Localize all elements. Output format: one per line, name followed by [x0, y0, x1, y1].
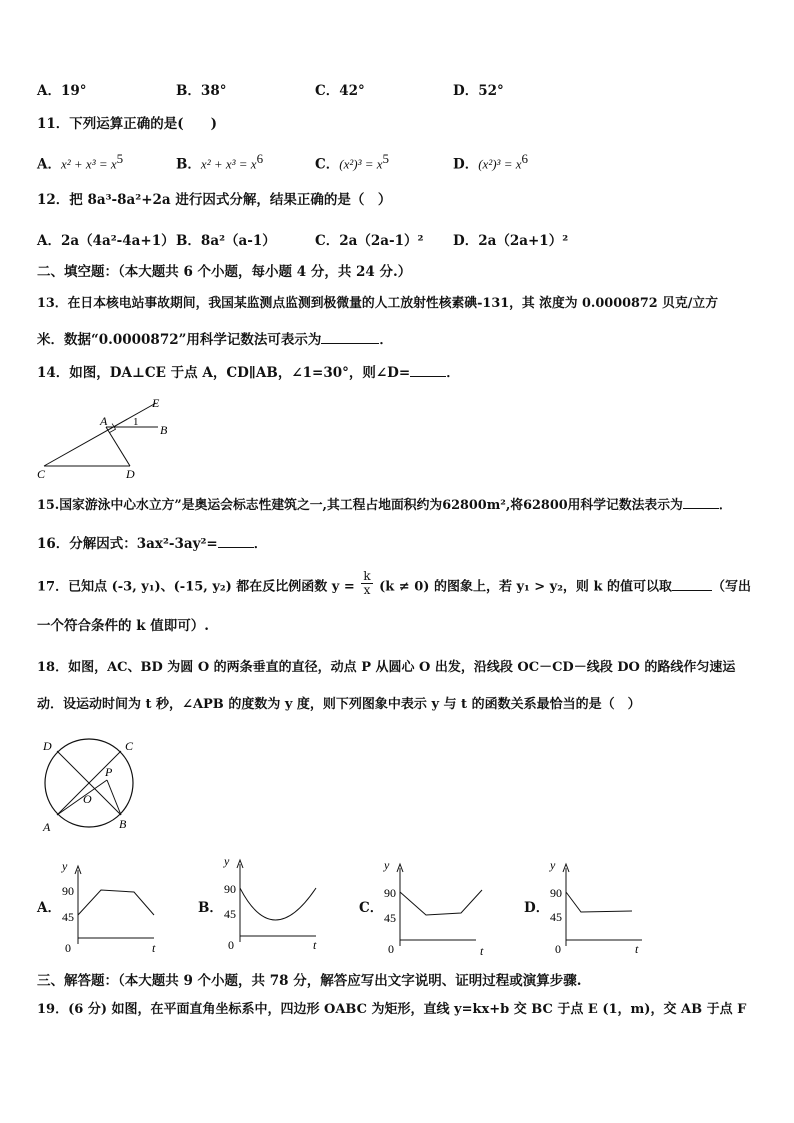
q15-answer-blank[interactable]: [683, 508, 719, 509]
q13-line2: 米．数据“0.0000872”用科学记数法可表示为 ．: [37, 332, 393, 348]
q12-option-b: B．8a²（a-1）: [176, 233, 276, 249]
graph-c-option-label[interactable]: C．: [359, 900, 384, 916]
tick-45: 45: [550, 910, 562, 924]
graph-c[interactable]: [378, 856, 492, 956]
label-c: C: [125, 739, 134, 753]
q13-answer-blank[interactable]: [321, 343, 379, 344]
origin-label: 0: [388, 942, 394, 956]
section-3-heading: 三、解答题：（本大题共 9 个小题，共 78 分，解答应写出文字说明、证明过程或演算步骤.: [37, 973, 582, 989]
q11-option-a: A．$x^2 + x^3 = x^5$: [37, 151, 124, 173]
q13-line1: 13．在日本核电站事故期间，我国某监测点监测到极微量的人工放射性核素碘-131，其 浓度为 0.0000872 贝克/立方: [37, 296, 719, 311]
q17-answer-blank[interactable]: [672, 590, 712, 591]
q14-figure: [34, 396, 184, 486]
y-axis-label: y: [224, 854, 230, 868]
label-d: D: [126, 467, 135, 481]
q16-text: 16．分解因式：3ax²-3ay²= ．: [37, 536, 268, 552]
right-angle-mark: [109, 424, 115, 433]
q11-stem: 11．下列运算正确的是( ): [37, 116, 218, 132]
t-axis-label: t: [635, 942, 639, 956]
tick-90: 90: [550, 886, 562, 900]
origin-label: 0: [228, 938, 234, 952]
q17-line1: 17．已知点 (-3, y₁)、(-15, y₂) 都在反比例函数 y = $\frac{k}{x}$ (k ≠ 0) 的图象上，若 y₁ > y₂，则 k 的值可以取 （写出: [37, 569, 751, 597]
graph-d-curve: [566, 892, 632, 912]
tick-45: 45: [384, 911, 396, 925]
origin-label: 0: [65, 941, 71, 955]
section-2-heading: 二、填空题：（本大题共 6 个小题，每小题 4 分，共 24 分.）: [37, 264, 412, 280]
graph-c-curve: [400, 890, 482, 915]
q12-stem: 12．把 8a³-8a²+2a 进行因式分解，结果正确的是（ ）: [37, 192, 392, 208]
t-axis-label: t: [152, 941, 156, 955]
label-p: P: [105, 765, 113, 779]
q10-option-c: C．42°: [315, 83, 365, 99]
q18-circle-figure: [37, 736, 147, 836]
q17-line2: 一个符合条件的 k 值即可）.: [37, 618, 209, 634]
tick-90: 90: [62, 884, 74, 898]
q10-option-b: B．38°: [176, 83, 227, 99]
graph-b[interactable]: [218, 852, 332, 952]
fraction-k-over-x: $\frac{k}{x}$: [363, 569, 371, 597]
label-b: B: [160, 423, 168, 437]
label-o: O: [83, 792, 92, 806]
tick-45: 45: [224, 907, 236, 921]
q10-option-a: A．19°: [37, 83, 87, 99]
tick-90: 90: [384, 886, 396, 900]
label-a: A: [43, 820, 51, 834]
graph-a[interactable]: [56, 858, 170, 954]
y-axis-label: y: [62, 859, 68, 873]
graph-a-option-label[interactable]: A．: [37, 900, 61, 916]
q11-option-b: B．$x^2 + x^3 = x^6$: [176, 151, 264, 173]
tick-90: 90: [224, 882, 236, 896]
q12-option-d: D．2a（2a+1）²: [453, 233, 569, 249]
q10-option-d: D．52°: [453, 83, 504, 99]
q16-answer-blank[interactable]: [218, 547, 254, 548]
q14-answer-blank[interactable]: [410, 376, 446, 377]
q15-text: 15.国家游泳中心水立方”是奥运会标志性建筑之一,其工程占地面积约为62800m²,将62800用科学记数法表示为 ．: [37, 498, 732, 513]
q11-option-d: D．$(x^2)^3 = x^6$: [453, 151, 528, 173]
label-d: D: [43, 739, 52, 753]
q14-text: 14．如图，DA⊥CE 于点 A，CD∥AB，∠1=30°，则∠D= ．: [37, 365, 460, 381]
tick-45: 45: [62, 910, 74, 924]
label-b: B: [119, 817, 127, 831]
graph-b-option-label[interactable]: B．: [198, 900, 223, 916]
label-a: A: [100, 414, 108, 428]
origin-label: 0: [555, 942, 561, 956]
label-1: 1: [133, 416, 139, 428]
label-e: E: [152, 396, 160, 410]
graph-d-option-label[interactable]: D．: [524, 900, 550, 916]
q18-line2: 动．设运动时间为 t 秒，∠APB 的度数为 y 度，则下列图象中表示 y 与 t 的函数关系最恰当的是（ ）: [37, 697, 641, 712]
y-axis-label: y: [384, 858, 390, 872]
q12-option-c: C．2a（2a-1）²: [315, 233, 424, 249]
q18-line1: 18．如图，AC、BD 为圆 O 的两条垂直的直径，动点 P 从圆心 O 出发，沿线段 OC－CD－线段 DO 的路线作匀速运: [37, 660, 736, 675]
graph-d[interactable]: [544, 856, 658, 956]
segment-ap: [57, 780, 107, 815]
segment-pb: [107, 780, 121, 815]
line-ce: [44, 403, 156, 466]
q12-option-a: A．2a（4a²-4a+1）: [37, 233, 175, 249]
label-c: C: [37, 467, 46, 481]
q19-text: 19．(6 分) 如图，在平面直角坐标系中，四边形 OABC 为矩形，直线 y=kx+b 交 BC 于点 E (1，m)，交 AB 于点 F: [37, 1002, 747, 1017]
t-axis-label: t: [480, 944, 484, 958]
t-axis-label: t: [313, 938, 317, 952]
y-axis-label: y: [550, 858, 556, 872]
q11-option-c: C．$(x^2)^3 = x^5$: [315, 151, 390, 173]
graph-b-curve: [240, 888, 316, 920]
graph-a-curve: [78, 890, 154, 915]
